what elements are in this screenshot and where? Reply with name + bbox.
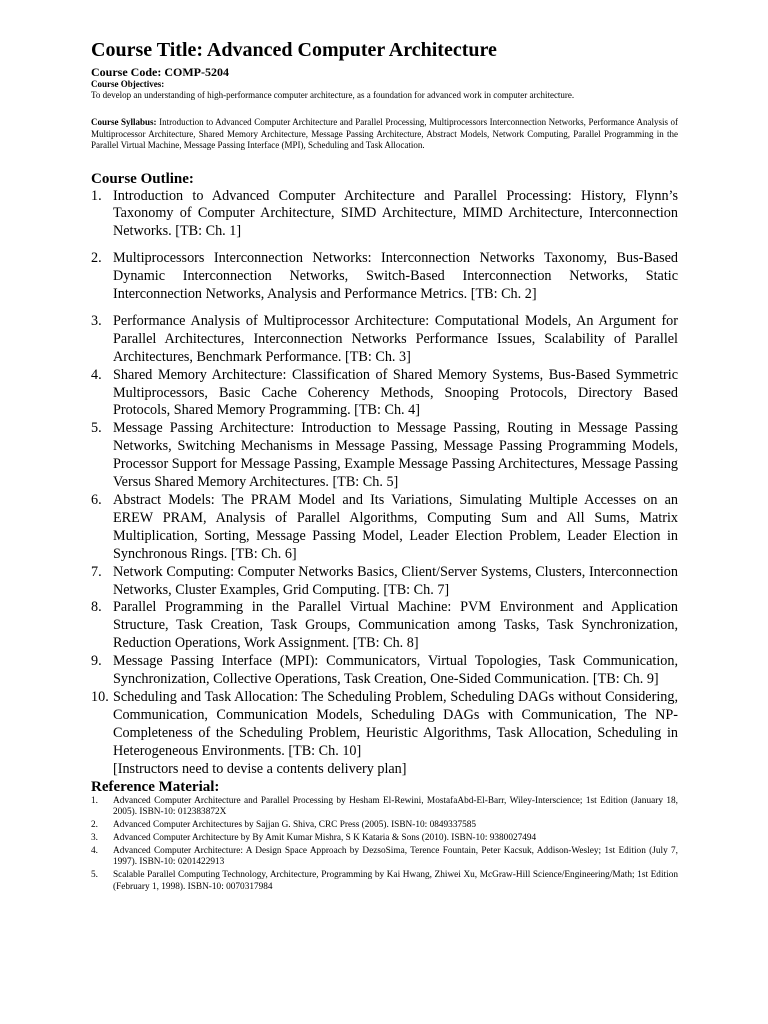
course-title: Course Title: Advanced Computer Architecture	[91, 39, 497, 61]
reference-item	[91, 846, 678, 870]
outline-item-number: 1.	[91, 187, 102, 204]
course-syllabus	[91, 117, 678, 152]
outline-note: [Instructors need to devise a contents delivery plan]	[113, 760, 407, 777]
outline-item-text: Network Computing: Computer Networks Basics, Client/Server Systems, Clusters, Interconnection Networks, Cluster Examples, Grid Computing. [TB: Ch. 7]	[113, 563, 678, 598]
syllabus-text: Introduction to Advanced Computer Architecture and Parallel Processing, Multiprocessors Interconnection Networks, Performance Analysis of Multiprocessor Architecture, Shared Memory Architecture, Message Passing Architecture, Abstract Models, Network Computing, Parallel Programming in the Parallel Virtual Machine, Message Passing Interface (MPI), Scheduling and Task Allocation.	[91, 117, 678, 150]
outline-item-number: 3.	[91, 312, 102, 329]
outline-item-text: Scheduling and Task Allocation: The Scheduling Problem, Scheduling DAGs without Considering, Communication, Communication Models, Scheduling DAGs with Communication, The NP-Completeness of the Scheduling Problem, Heuristic Algorithms, Task Allocation, Scheduling in Heterogeneous Environments. [TB: Ch. 10]	[113, 688, 678, 759]
outline-item-number: 5.	[91, 420, 102, 437]
outline-item-number: 10.	[91, 688, 109, 705]
reference-item	[91, 833, 678, 845]
outline-item	[91, 188, 678, 242]
outline-item-number: 9.	[91, 653, 102, 670]
reference-number: 3.	[91, 832, 98, 843]
outline-item-text: Performance Analysis of Multiprocessor Architecture: Computational Models, An Argument for Parallel Architectures, Interconnection Networks Performance Issues, Scalability of Parallel Architectures, Benchmark Performance. [TB: Ch. 3]	[113, 312, 678, 365]
objectives-text: To develop an understanding of high-performance computer architecture, as a foundation for advanced work in computer architecture.	[91, 90, 575, 100]
reference-text: Advanced Computer Architectures by Sajjan G. Shiva, CRC Press (2005). ISBN-10: 0849337585	[113, 820, 477, 831]
outline-item	[91, 564, 678, 600]
outline-item-text: Message Passing Architecture: Introduction to Message Passing, Routing in Message Passing Networks, Switching Mechanisms in Message Passing, Message Passing Programming Models, Processor Support for Message Passing, Example Message Passing Architectures, Message Passing Versus Shared Memory Architectures. [TB: Ch. 5]	[113, 420, 678, 491]
outline-item	[91, 313, 678, 367]
reference-list	[91, 796, 678, 894]
outline-item-text: Multiprocessors Interconnection Networks: Interconnection Networks Taxonomy, Bus-Based Dynamic Interconnection Networks, Switch-Based Interconnection Networks, Static Interconnection Networks, Analysis and Performance Metrics. [TB: Ch. 2]	[113, 250, 678, 303]
reference-item	[91, 870, 678, 894]
reference-text: Advanced Computer Architecture and Parallel Processing by Hesham El-Rewini, MostafaAbd-El-Barr, Wiley-Interscience; 1st Edition (January 18, 2005). ISBN-10: 012383872X	[113, 795, 678, 818]
outline-item-number: 6.	[91, 492, 102, 508]
outline-item	[91, 420, 678, 492]
reference-number: 2.	[91, 820, 98, 831]
reference-text: Advanced Computer Architecture by By Amit Kumar Mishra, S K Kataria & Sons (2010). ISBN-10: 9380027494	[113, 832, 537, 843]
reference-number: 1.	[91, 795, 98, 806]
syllabus-label: Course Syllabus:	[91, 117, 157, 127]
outline-item	[91, 599, 678, 653]
outline-item	[91, 250, 678, 304]
outline-item	[91, 653, 678, 689]
outline-item-text: Message Passing Interface (MPI): Communicators, Virtual Topologies, Task Communication, Synchronization, Collective Operations, Task Creation, One-Sided Communication. [TB: Ch. 9]	[113, 653, 678, 688]
reference-item	[91, 796, 678, 820]
outline-item	[91, 492, 678, 564]
outline-item-text: Parallel Programming in the Parallel Virtual Machine: PVM Environment and Application Structure, Task Creation, Task Groups, Communication among Tasks, Task Synchronization, Reduction Operations, Work Assignment. [TB: Ch. 8]	[113, 599, 678, 652]
reference-item	[91, 820, 678, 832]
objectives-label: Course Objectives:	[91, 79, 165, 89]
outline-item-number: 8.	[91, 599, 102, 616]
outline-item-number: 4.	[91, 366, 102, 383]
reference-number: 5.	[91, 870, 98, 881]
outline-item	[91, 689, 678, 761]
course-outline-list	[91, 188, 678, 761]
outline-item-text: Introduction to Advanced Computer Architecture and Parallel Processing: History, Flynn’s Taxonomy of Computer Architecture, SIMD Architecture, MIMD Architecture, Interconnection Networks. [TB: Ch. 1]	[113, 187, 678, 240]
outline-item-text: Shared Memory Architecture: Classification of Shared Memory Systems, Bus-Based Symmetric Multiprocessors, Basic Cache Coherency Methods, Snooping Protocols, Directory Based Protocols, Shared Memory Programming. [TB: Ch. 4]	[113, 366, 678, 419]
outline-heading: Course Outline:	[91, 170, 194, 187]
reference-number: 4.	[91, 845, 98, 856]
reference-heading: Reference Material:	[91, 778, 220, 795]
outline-item-number: 2.	[91, 250, 102, 267]
outline-item-number: 7.	[91, 563, 102, 580]
reference-text: Scalable Parallel Computing Technology, Architecture, Programming by Kai Hwang, Zhiwei Xu, McGraw-Hill Science/Engineering/Math; 1st Edition (February 1, 1998). ISBN-10: 0070317984	[113, 870, 678, 893]
reference-text: Advanced Computer Architecture: A Design Space Approach by DezsoSima, Terence Fountain, Peter Kacsuk, Addison-Wesley; 1st Edition (July 7, 1997). ISBN-10: 0201422913	[113, 845, 678, 868]
outline-item	[91, 367, 678, 421]
outline-item-text: Abstract Models: The PRAM Model and Its Variations, Simulating Multiple Accesses on an EREW PRAM, Analysis of Parallel Algorithms, Computing Sum and All Sums, Matrix Multiplication, Sorting, Message Passing Model, Leader Election Problem, Leader Election in Synchronous Rings. [TB: Ch. 6]	[113, 492, 678, 562]
course-code: Course Code: COMP-5204	[91, 65, 229, 79]
